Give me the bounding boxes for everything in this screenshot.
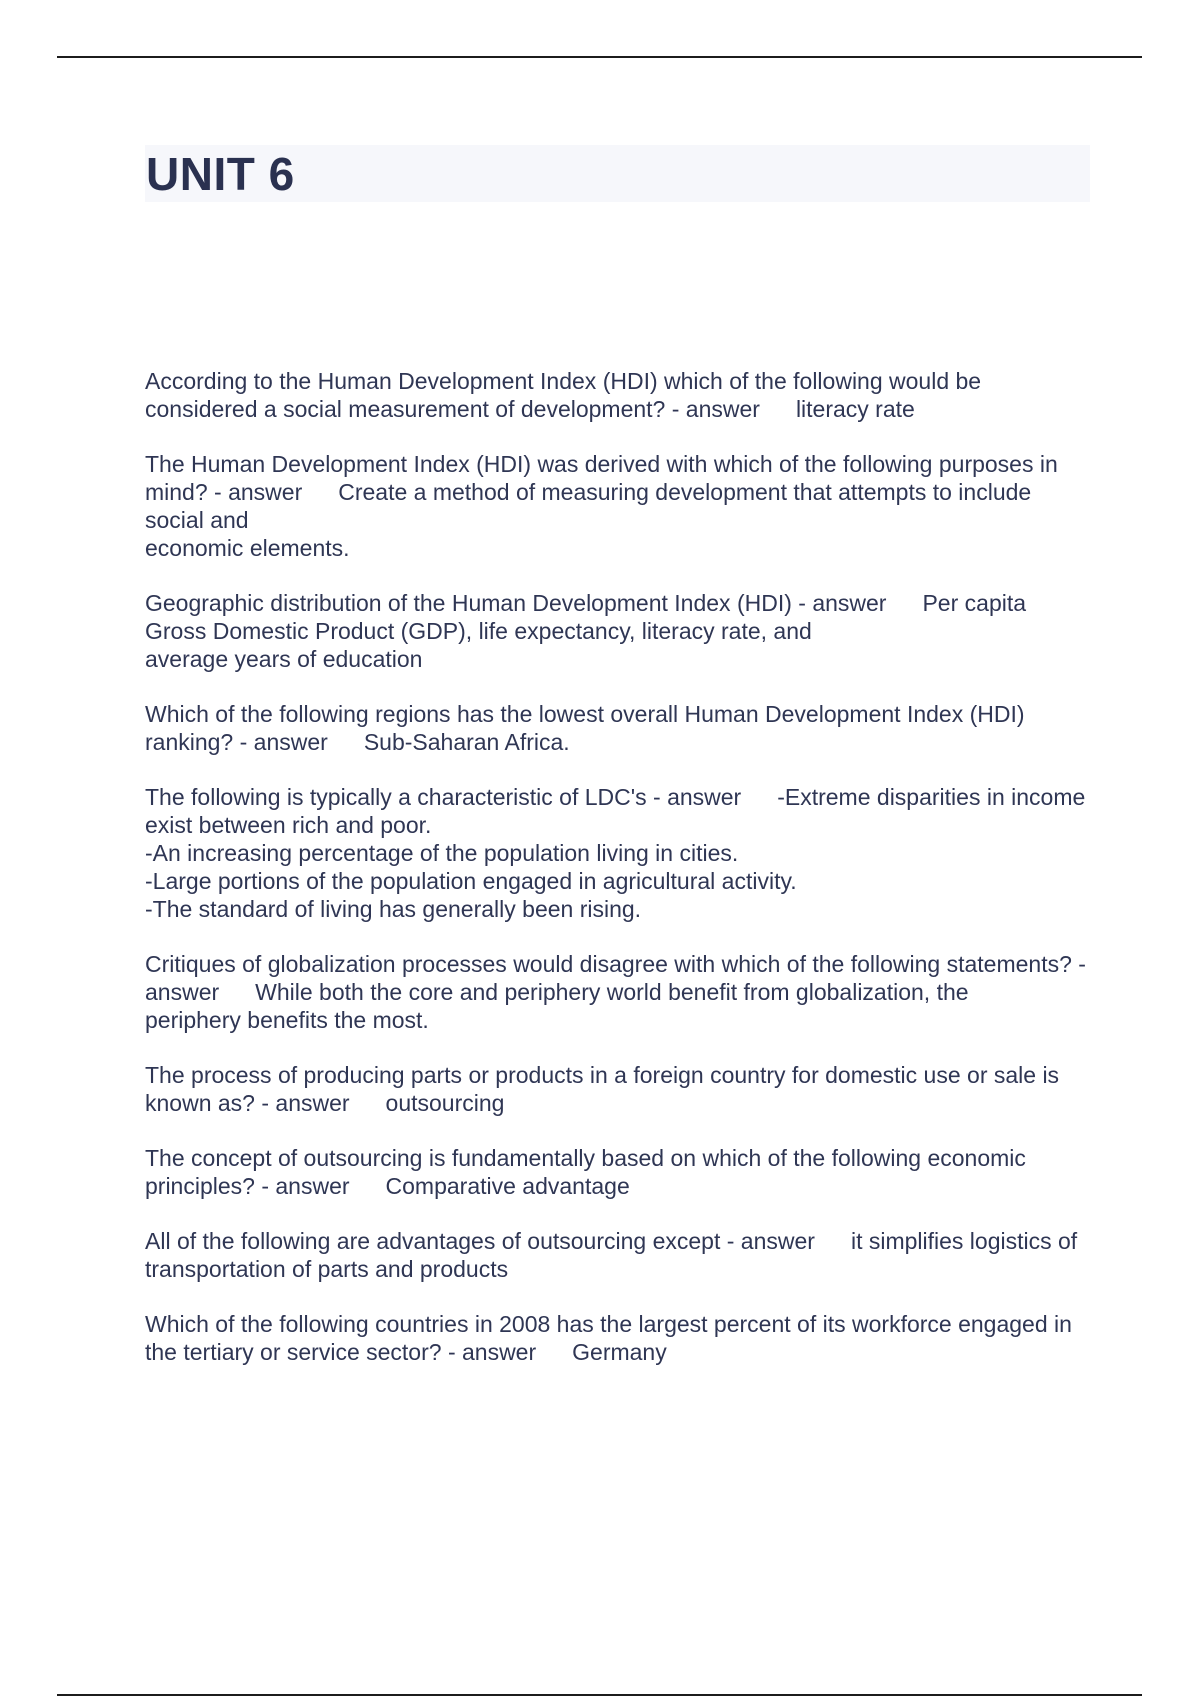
qa-item: [145, 450, 1090, 562]
question-text: Which of the following countries in 2008 has the largest percent of its workforce engaged in the tertiary or service sector? - answer: [145, 1311, 1079, 1365]
qa-item: [145, 1310, 1090, 1366]
answer-text: -Extreme disparities in income exist between rich and poor. -An increasing percentage of the population living in cities. -Large portions of the population engaged in agricultural activity. -The standard of living has generally been rising.: [145, 784, 1086, 922]
answer-text: Create a method of measuring development that attempts to include social and economic elements.: [145, 479, 1032, 561]
question-text: The concept of outsourcing is fundamentally based on which of the following economic principles? - answer: [145, 1145, 1033, 1199]
answer-text: it simplifies logistics of transportation of parts and products: [145, 1228, 1084, 1282]
qa-item: [145, 589, 1090, 673]
qa-item: [145, 1144, 1090, 1200]
answer-text: literacy rate: [795, 396, 915, 422]
question-text: Geographic distribution of the Human Development Index (HDI) - answer: [145, 590, 887, 616]
bottom-rule: [57, 1694, 1142, 1696]
top-rule: [57, 56, 1142, 58]
question-text: All of the following are advantages of outsourcing except - answer: [145, 1228, 815, 1254]
answer-text: Per capita Gross Domestic Product (GDP), life expectancy, literacy rate, and average years of education: [145, 590, 1027, 672]
answer-text: Germany: [572, 1339, 667, 1365]
question-text: Critiques of globalization processes would disagree with which of the following statements? - answer: [145, 951, 1093, 1005]
question-text: The Human Development Index (HDI) was derived with which of the following purposes in mind? - answer: [145, 451, 1065, 505]
qa-item: [145, 783, 1090, 923]
answer-text: Comparative advantage: [385, 1173, 630, 1199]
qa-list: [145, 367, 1093, 1393]
answer-text: Sub-Saharan Africa.: [363, 729, 570, 755]
qa-item: [145, 1227, 1090, 1283]
page-title: UNIT 6: [146, 148, 295, 200]
qa-item: [145, 700, 1090, 756]
qa-item: [145, 1061, 1090, 1117]
question-text: The following is typically a characteristic of LDC's - answer: [145, 784, 742, 810]
qa-item: [145, 367, 1090, 423]
qa-item: [145, 950, 1093, 1034]
answer-text: outsourcing: [385, 1090, 505, 1116]
question-text: The process of producing parts or products in a foreign country for domestic use or sale is known as? - answer: [145, 1062, 1066, 1116]
question-text: According to the Human Development Index (HDI) which of the following would be considered a social measurement of development? - answer: [145, 368, 988, 422]
answer-text: While both the core and periphery world benefit from globalization, the periphery benefits the most.: [145, 979, 969, 1033]
question-text: Which of the following regions has the lowest overall Human Development Index (HDI) ranking? - answer: [145, 701, 1031, 755]
